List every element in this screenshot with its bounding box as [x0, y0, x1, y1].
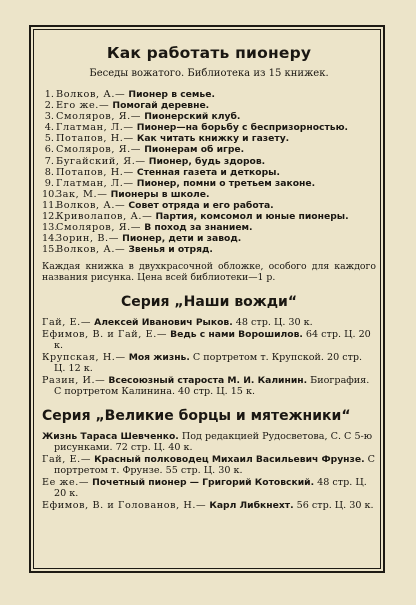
book-number: 13.: [42, 222, 58, 234]
book-item: [42, 156, 376, 167]
series-list-rebels: [42, 431, 376, 511]
book-number: 14.: [42, 233, 58, 245]
book-item: [42, 178, 376, 189]
book-number: 12.: [42, 211, 58, 223]
entry-author: Ее же.—: [42, 477, 90, 489]
library-note: Каждая книжка в двухкрасочной обложке, особого для каждого названия рисунка. Цена всей библиотеки—1 р.: [42, 261, 376, 284]
book-title: Пионер, будь здоров.: [148, 155, 266, 167]
book-item: [42, 189, 376, 200]
series-entry: [42, 352, 376, 374]
book-author: Потапов, Н.—: [56, 166, 134, 178]
series-entry: [42, 375, 376, 397]
book-number: 11.: [42, 199, 58, 211]
entry-author: Разин, И.—: [42, 375, 106, 387]
book-author: Волков, А.—: [56, 199, 126, 211]
entry-title: Красный полководец Михаил Васильевич Фрунзе.: [94, 454, 365, 466]
book-author: Потапов, Н.—: [56, 133, 134, 145]
book-author: Бугайский, Я.—: [56, 155, 146, 167]
series-heading-leaders: Серия „Наши вожди“: [120, 294, 298, 311]
book-item: [42, 233, 376, 244]
book-item: [42, 200, 376, 211]
entry-title: Жизнь Тараса Шевченко.: [42, 431, 179, 443]
book-number: 1.: [44, 89, 54, 100]
page-title: Как работать пионеру: [106, 44, 312, 62]
book-title: Пионер, дети и завод.: [122, 233, 242, 245]
book-number: 3.: [44, 111, 54, 123]
book-title: Пионер в семье.: [128, 89, 215, 100]
entry-details: С портретом т. Крупской. 20 стр. Ц. 12 к.: [54, 352, 363, 375]
entry-author: Гай, Е.—: [42, 317, 92, 329]
series-list-leaders: [42, 317, 376, 397]
book-title: Пионерский клуб.: [144, 111, 241, 123]
entry-author: Гай, Е.—: [42, 454, 92, 466]
entry-details: С портретом т. Фрунзе. 55 стр. Ц. 30 к.: [54, 454, 375, 477]
book-title: Пионеры в школе.: [110, 188, 210, 200]
book-number: 10.: [42, 188, 58, 200]
entry-details: Под редакцией Рудосветова, С. С 5-ю рисунками. 72 стр. Ц. 40 к.: [54, 431, 373, 454]
entry-details: 64 стр. Ц. 20 к.: [54, 329, 371, 352]
book-author: Зорин, В.—: [56, 233, 120, 245]
book-number: 4.: [44, 122, 54, 134]
book-author: Зак, М.—: [56, 188, 108, 200]
book-item: [42, 100, 376, 111]
entry-details: 56 стр. Ц. 30 к.: [293, 500, 374, 512]
book-item: [42, 167, 376, 178]
book-number: 2.: [44, 100, 54, 112]
entry-title: Моя жизнь.: [128, 352, 190, 364]
book-title: Совет отряда и его работа.: [128, 199, 274, 211]
book-title: Пионерам об игре.: [144, 144, 245, 156]
entry-author: Крупская, Н.—: [42, 352, 126, 364]
book-item: [42, 211, 376, 222]
book-title: Как читать книжку и газету.: [136, 133, 290, 145]
book-title: Стенная газета и деткоры.: [136, 166, 280, 178]
book-number: 8.: [44, 166, 54, 178]
series-heading-rebels: Серия „Великие борцы и мятежники“: [42, 408, 351, 425]
entry-details: 48 стр. Ц. 30 к.: [232, 317, 313, 329]
book-author: Глатман, Л.—: [56, 177, 134, 189]
book-author: Глатман, Л.—: [56, 122, 134, 134]
book-list: [42, 89, 376, 255]
book-item: [42, 122, 376, 133]
entry-title: Почетный пионер — Григорий Котовский.: [92, 477, 315, 489]
entry-details: 48 стр. Ц. 20 к.: [54, 477, 367, 500]
book-author: Смоляров, Я.—: [56, 222, 142, 234]
series-entry: [42, 477, 376, 499]
book-author: Его же.—: [56, 100, 110, 112]
entry-details: Биография. С портретом Калинина. 40 стр. Ц. 15 к.: [54, 375, 370, 398]
book-number: 15.: [42, 244, 58, 256]
book-item: [42, 111, 376, 122]
entry-title: Ведь с нами Ворошилов.: [170, 329, 303, 341]
entry-title: Всесоюзный староста М. И. Калинин.: [108, 375, 308, 387]
entry-title: Алексей Иванович Рыков.: [94, 317, 233, 329]
book-author: Смоляров, Я.—: [56, 144, 142, 156]
book-item: [42, 244, 376, 255]
book-item: [42, 133, 376, 144]
book-title: В поход за знанием.: [144, 222, 253, 234]
book-item: [42, 222, 376, 233]
book-number: 5.: [44, 133, 54, 145]
book-title: Звенья и отряд.: [128, 244, 213, 256]
book-author: Криволапов, А.—: [56, 211, 153, 223]
book-title: Партия, комсомол и юные пионеры.: [155, 211, 349, 223]
book-number: 6.: [44, 144, 54, 156]
series-entry: [42, 329, 376, 351]
book-item: [42, 144, 376, 155]
series-entry: [42, 454, 376, 476]
book-title: Пионер—на борьбу с беспризорностью.: [136, 122, 349, 134]
series-entry: [42, 431, 376, 453]
book-number: 9.: [44, 177, 54, 189]
entry-title: Карл Либкнехт.: [209, 500, 294, 512]
book-title: Пионер, помни о третьем законе.: [136, 177, 316, 189]
page-content: [42, 40, 376, 512]
series-entry: [42, 500, 376, 511]
book-author: Смоляров, Я.—: [56, 111, 142, 123]
series-entry: [42, 317, 376, 328]
entry-author: Ефимов, В. и Голованов, Н.—: [42, 500, 207, 512]
book-author: Волков, А.—: [56, 89, 126, 100]
book-number: 7.: [44, 155, 54, 167]
book-item: [42, 89, 376, 100]
entry-author: Ефимов, В. и Гай, Е.—: [42, 329, 168, 341]
book-author: Волков, А.—: [56, 244, 126, 256]
page-subtitle: Беседы вожатого. Библиотека из 15 книжек.: [89, 68, 329, 79]
book-title: Помогай деревне.: [112, 100, 210, 112]
